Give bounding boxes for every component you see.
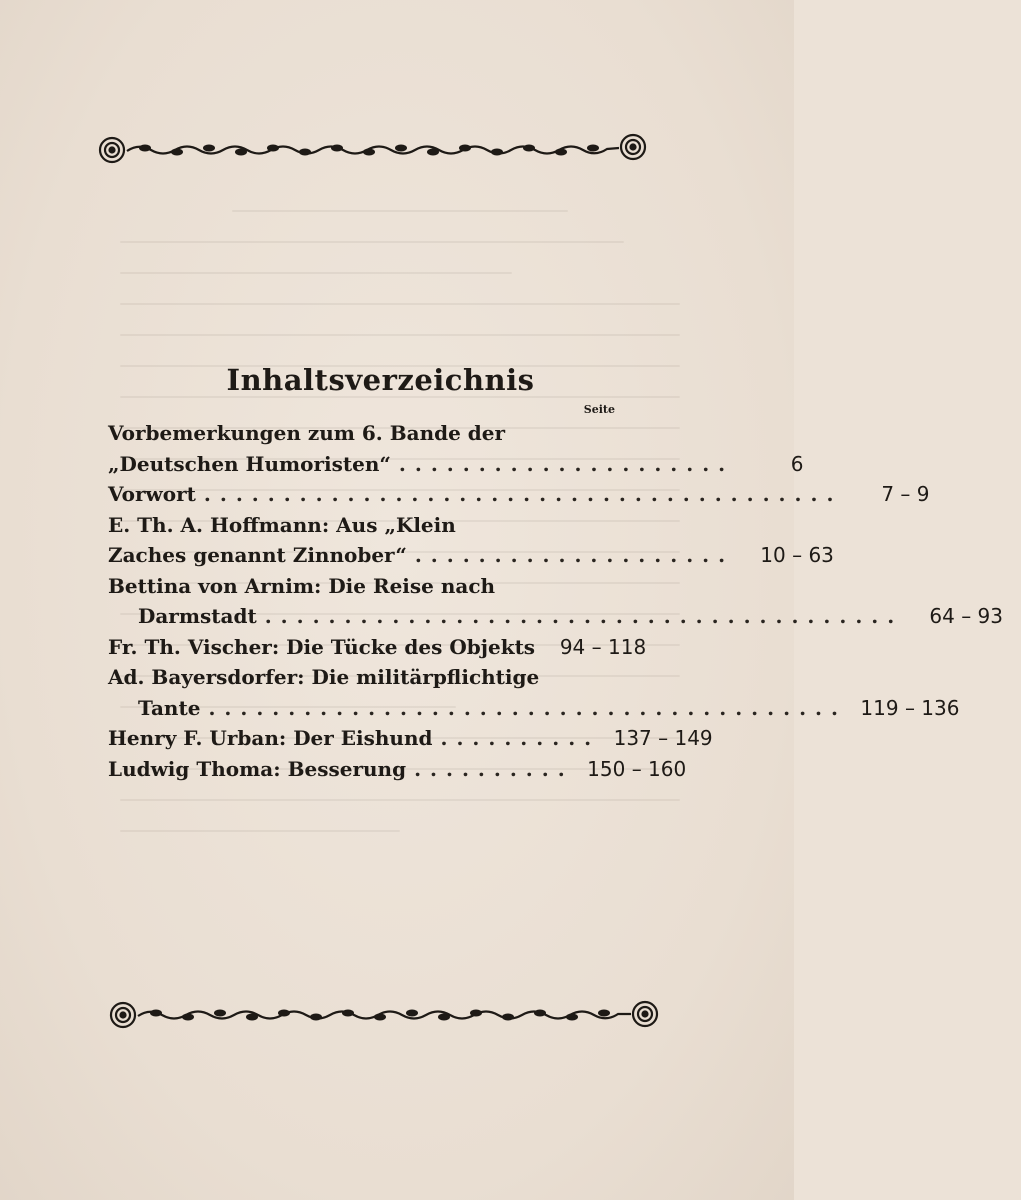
entry-page: 150 – 160 xyxy=(587,756,687,781)
entry-title-line: Darmstadt xyxy=(138,604,257,628)
entry-page: 94 – 118 xyxy=(559,634,647,659)
leader-dots: .......... xyxy=(440,726,601,750)
entry-title-line: Fr. Th. Vischer: Die Tücke des Objekts xyxy=(108,634,536,659)
toc-entry xyxy=(108,571,1004,632)
entry-page: 7 – 9 xyxy=(881,482,930,506)
entry-title-line: Ad. Bayersdorfer: Die militärpflichtige xyxy=(108,665,540,689)
entry-title-line: Bettina von Arnim: Die Reise nach xyxy=(108,573,496,598)
entry-title-line: Vorbemerkungen zum 6. Bande der xyxy=(108,421,506,445)
toc-entry xyxy=(108,479,930,510)
entry-title-line: Vorwort xyxy=(108,482,196,506)
toc-entry xyxy=(108,723,713,754)
leader-dots: ..................... xyxy=(398,451,735,476)
entry-page: 6 xyxy=(790,451,804,476)
toc-entry xyxy=(108,418,804,479)
table-of-contents xyxy=(108,360,1004,784)
entry-title-line: Henry F. Urban: Der Eishund xyxy=(108,726,433,750)
bottom-ornament-border xyxy=(95,997,665,1037)
entry-title-line: Tante xyxy=(138,695,201,720)
toc-entry xyxy=(108,662,960,723)
toc-entry xyxy=(108,510,834,571)
entry-title-line: Ludwig Thoma: Besserung xyxy=(108,756,407,781)
leader-dots: ........................................ xyxy=(208,695,847,720)
entry-page: 10 – 63 xyxy=(760,543,834,567)
page-column-header: Seite xyxy=(583,403,615,416)
entry-page: 119 – 136 xyxy=(860,695,960,720)
leader-dots: .......... xyxy=(414,756,574,781)
top-ornament-border xyxy=(95,128,665,168)
entry-title-line: E. Th. A. Hoffmann: Aus „Klein xyxy=(108,512,456,537)
entry-page: 64 – 93 xyxy=(929,604,1004,628)
entry-page: 137 – 149 xyxy=(613,726,713,750)
leader-dots: ........................................ xyxy=(264,604,904,628)
toc-title: Inhaltsverzeichnis xyxy=(226,363,535,397)
leader-dots: ........................................ xyxy=(203,482,843,506)
toc-entry xyxy=(108,632,653,663)
entry-title-line: Zaches genannt Zinnober“ xyxy=(108,543,407,567)
leader-dots: .................... xyxy=(414,543,735,567)
entry-title-line: „Deutschen Humoristen“ xyxy=(108,451,391,476)
toc-entry xyxy=(108,754,687,785)
